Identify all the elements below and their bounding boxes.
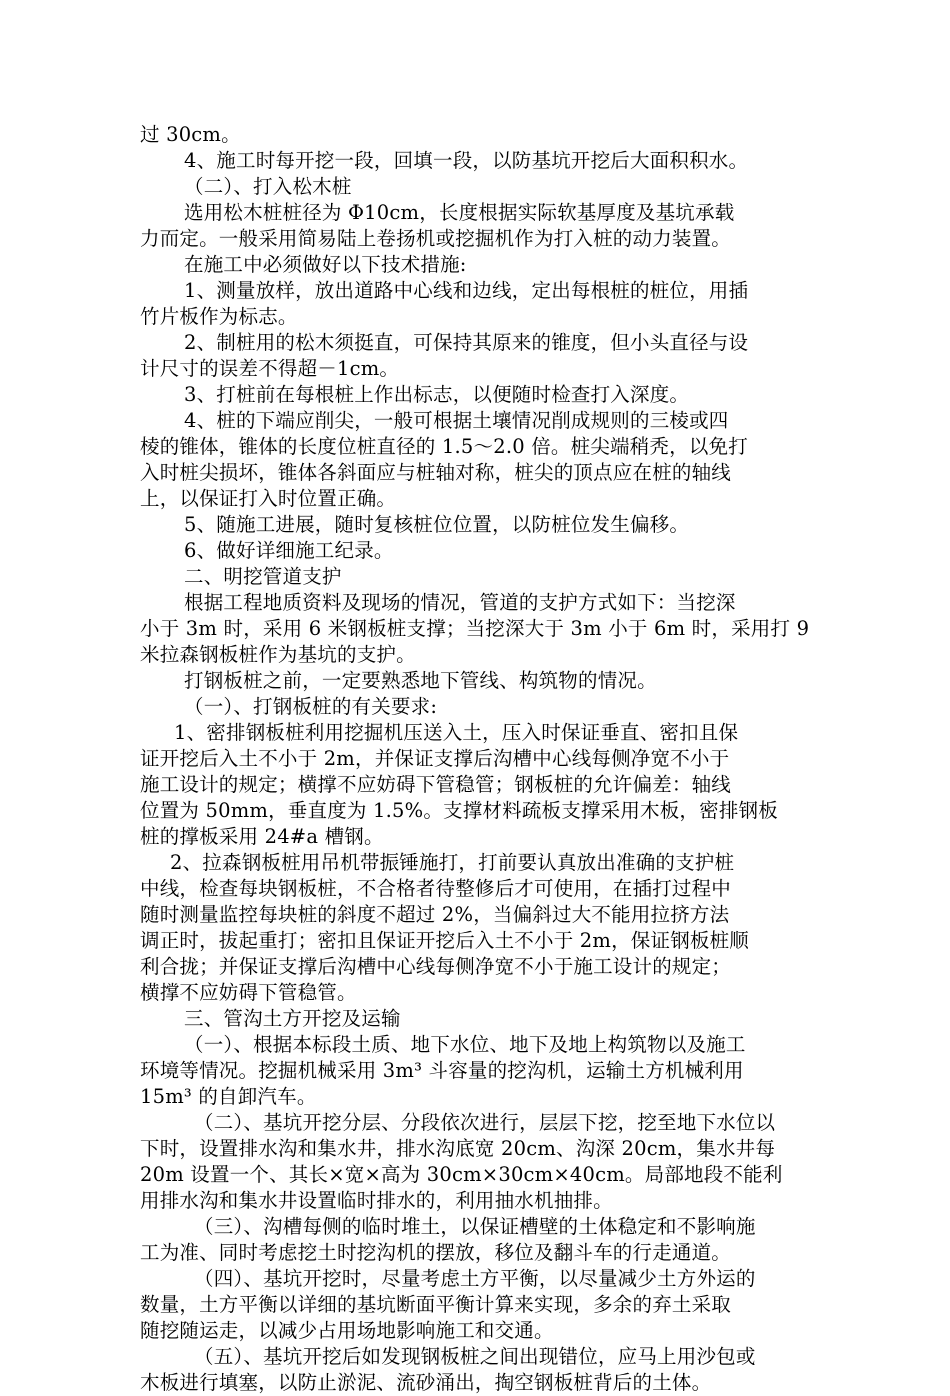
- text-line: （五）、基坑开挖后如发现钢板桩之间出现错位，应马上用沙包或: [194, 1345, 756, 1368]
- text-line: 15m³ 的自卸汽车。: [140, 1085, 317, 1108]
- text-line: 证开挖后入土不小于 2m，并保证支撑后沟槽中心线每侧净宽不小于: [140, 747, 730, 770]
- text-line: （二）、打入松木桩: [184, 175, 352, 198]
- text-line: 过 30cm。: [140, 123, 241, 146]
- text-line: 调正时，拔起重打；密扣且保证开挖后入土不小于 2m，保证钢板桩顺: [140, 929, 749, 952]
- text-line: 5、随施工进展，随时复核桩位位置，以防桩位发生偏移。: [184, 513, 690, 536]
- text-line: 1、测量放样，放出道路中心线和边线，定出每根桩的桩位，用插: [184, 279, 749, 302]
- text-line: 根据工程地质资料及现场的情况，管道的支护方式如下：当挖深: [184, 591, 736, 614]
- text-line: 打钢板桩之前，一定要熟悉地下管线、构筑物的情况。: [184, 669, 657, 692]
- text-line: 小于 3m 时，采用 6 米钢板桩支撑；当挖深大于 3m 小于 6m 时，采用打 9: [140, 617, 810, 640]
- text-line: 上，以保证打入时位置正确。: [140, 487, 397, 510]
- text-line: （一）、根据本标段土质、地下水位、地下及地上构筑物以及施工: [184, 1033, 746, 1056]
- text-line: 4、桩的下端应削尖，一般可根据土壤情况削成规则的三棱或四: [184, 409, 729, 432]
- text-line: 下时，设置排水沟和集水井，排水沟底宽 20cm、沟深 20cm，集水井每: [140, 1137, 776, 1160]
- text-line: 桩的撑板采用 24#a 槽钢。: [140, 825, 384, 848]
- text-line: 计尺寸的误差不得超－1cm。: [140, 357, 400, 380]
- text-line: 三、管沟土方开挖及运输: [184, 1007, 401, 1030]
- text-line: 施工设计的规定；横撑不应妨碍下管稳管；钢板桩的允许偏差：轴线: [140, 773, 732, 796]
- text-line: 环境等情况。挖掘机械采用 3m³ 斗容量的挖沟机，运输土方机械利用: [140, 1059, 744, 1082]
- text-line: （一）、打钢板桩的有关要求:: [184, 695, 438, 718]
- text-line: 1、密排钢板桩利用挖掘机压送入土，压入时保证垂直、密扣且保: [174, 721, 739, 744]
- text-line: 2、拉森钢板桩用吊机带振锤施打，打前要认真放出准确的支护桩: [170, 851, 735, 874]
- text-line: 横撑不应妨碍下管稳管。: [140, 981, 357, 1004]
- text-line: 选用松木桩桩径为 Φ10cm，长度根据实际软基厚度及基坑承载: [184, 201, 735, 224]
- text-line: 中线，检查每块钢板桩，不合格者待整修后才可使用，在插打过程中: [140, 877, 732, 900]
- text-line: 数量，土方平衡以详细的基坑断面平衡计算来实现，多余的弃土采取: [140, 1293, 732, 1316]
- text-line: （二）、基坑开挖分层、分段依次进行，层层下挖，挖至地下水位以: [194, 1111, 776, 1134]
- text-line: 3、打桩前在每根桩上作出标志，以便随时检查打入深度。: [184, 383, 690, 406]
- text-line: 在施工中必须做好以下技术措施:: [184, 253, 467, 276]
- text-line: 位置为 50mm，垂直度为 1.5%。支撑材料疏板支撑采用木板，密排钢板: [140, 799, 778, 822]
- text-line: 棱的锥体，锥体的长度位桩直径的 1.5～2.0 倍。桩尖端稍秃，以免打: [140, 435, 748, 458]
- text-line: 木板进行填塞，以防止淤泥、流砂涌出，掏空钢板桩背后的土体。: [140, 1371, 712, 1394]
- document-body: [140, 122, 812, 1396]
- text-line: 米拉森钢板桩作为基坑的支护。: [140, 643, 416, 666]
- text-line: 20m 设置一个、其长×宽×高为 30cm×30cm×40cm。局部地段不能利: [140, 1163, 783, 1186]
- text-line: 力而定。一般采用简易陆上卷扬机或挖掘机作为打入桩的动力装置。: [140, 227, 732, 250]
- text-line: 随时测量监控每块桩的斜度不超过 2%，当偏斜过大不能用拉挤方法: [140, 903, 730, 926]
- text-line: 入时桩尖损坏，锥体各斜面应与桩轴对称，桩尖的顶点应在桩的轴线: [140, 461, 732, 484]
- text-line: 利合拢；并保证支撑后沟槽中心线每侧净宽不小于施工设计的规定；: [140, 955, 732, 978]
- text-line: （四）、基坑开挖时，尽量考虑土方平衡，以尽量减少土方外运的: [194, 1267, 756, 1290]
- text-line: 竹片板作为标志。: [140, 305, 298, 328]
- text-line: 工为准、同时考虑挖土时挖沟机的摆放，移位及翻斗车的行走通道。: [140, 1241, 732, 1264]
- text-line: 2、制桩用的松木须挺直，可保持其原来的锥度，但小头直径与设: [184, 331, 749, 354]
- text-line: 随挖随运走，以减少占用场地影响施工和交通。: [140, 1319, 554, 1342]
- text-line: 用排水沟和集水井设置临时排水的，利用抽水机抽排。: [140, 1189, 613, 1212]
- text-line: 6、做好详细施工纪录。: [184, 539, 394, 562]
- text-line: 二、明挖管道支护: [184, 565, 342, 588]
- text-line: （三）、沟槽每侧的临时堆土，以保证槽壁的土体稳定和不影响施: [194, 1215, 756, 1238]
- text-line: 4、施工时每开挖一段，回填一段，以防基坑开挖后大面积积水。: [184, 149, 749, 172]
